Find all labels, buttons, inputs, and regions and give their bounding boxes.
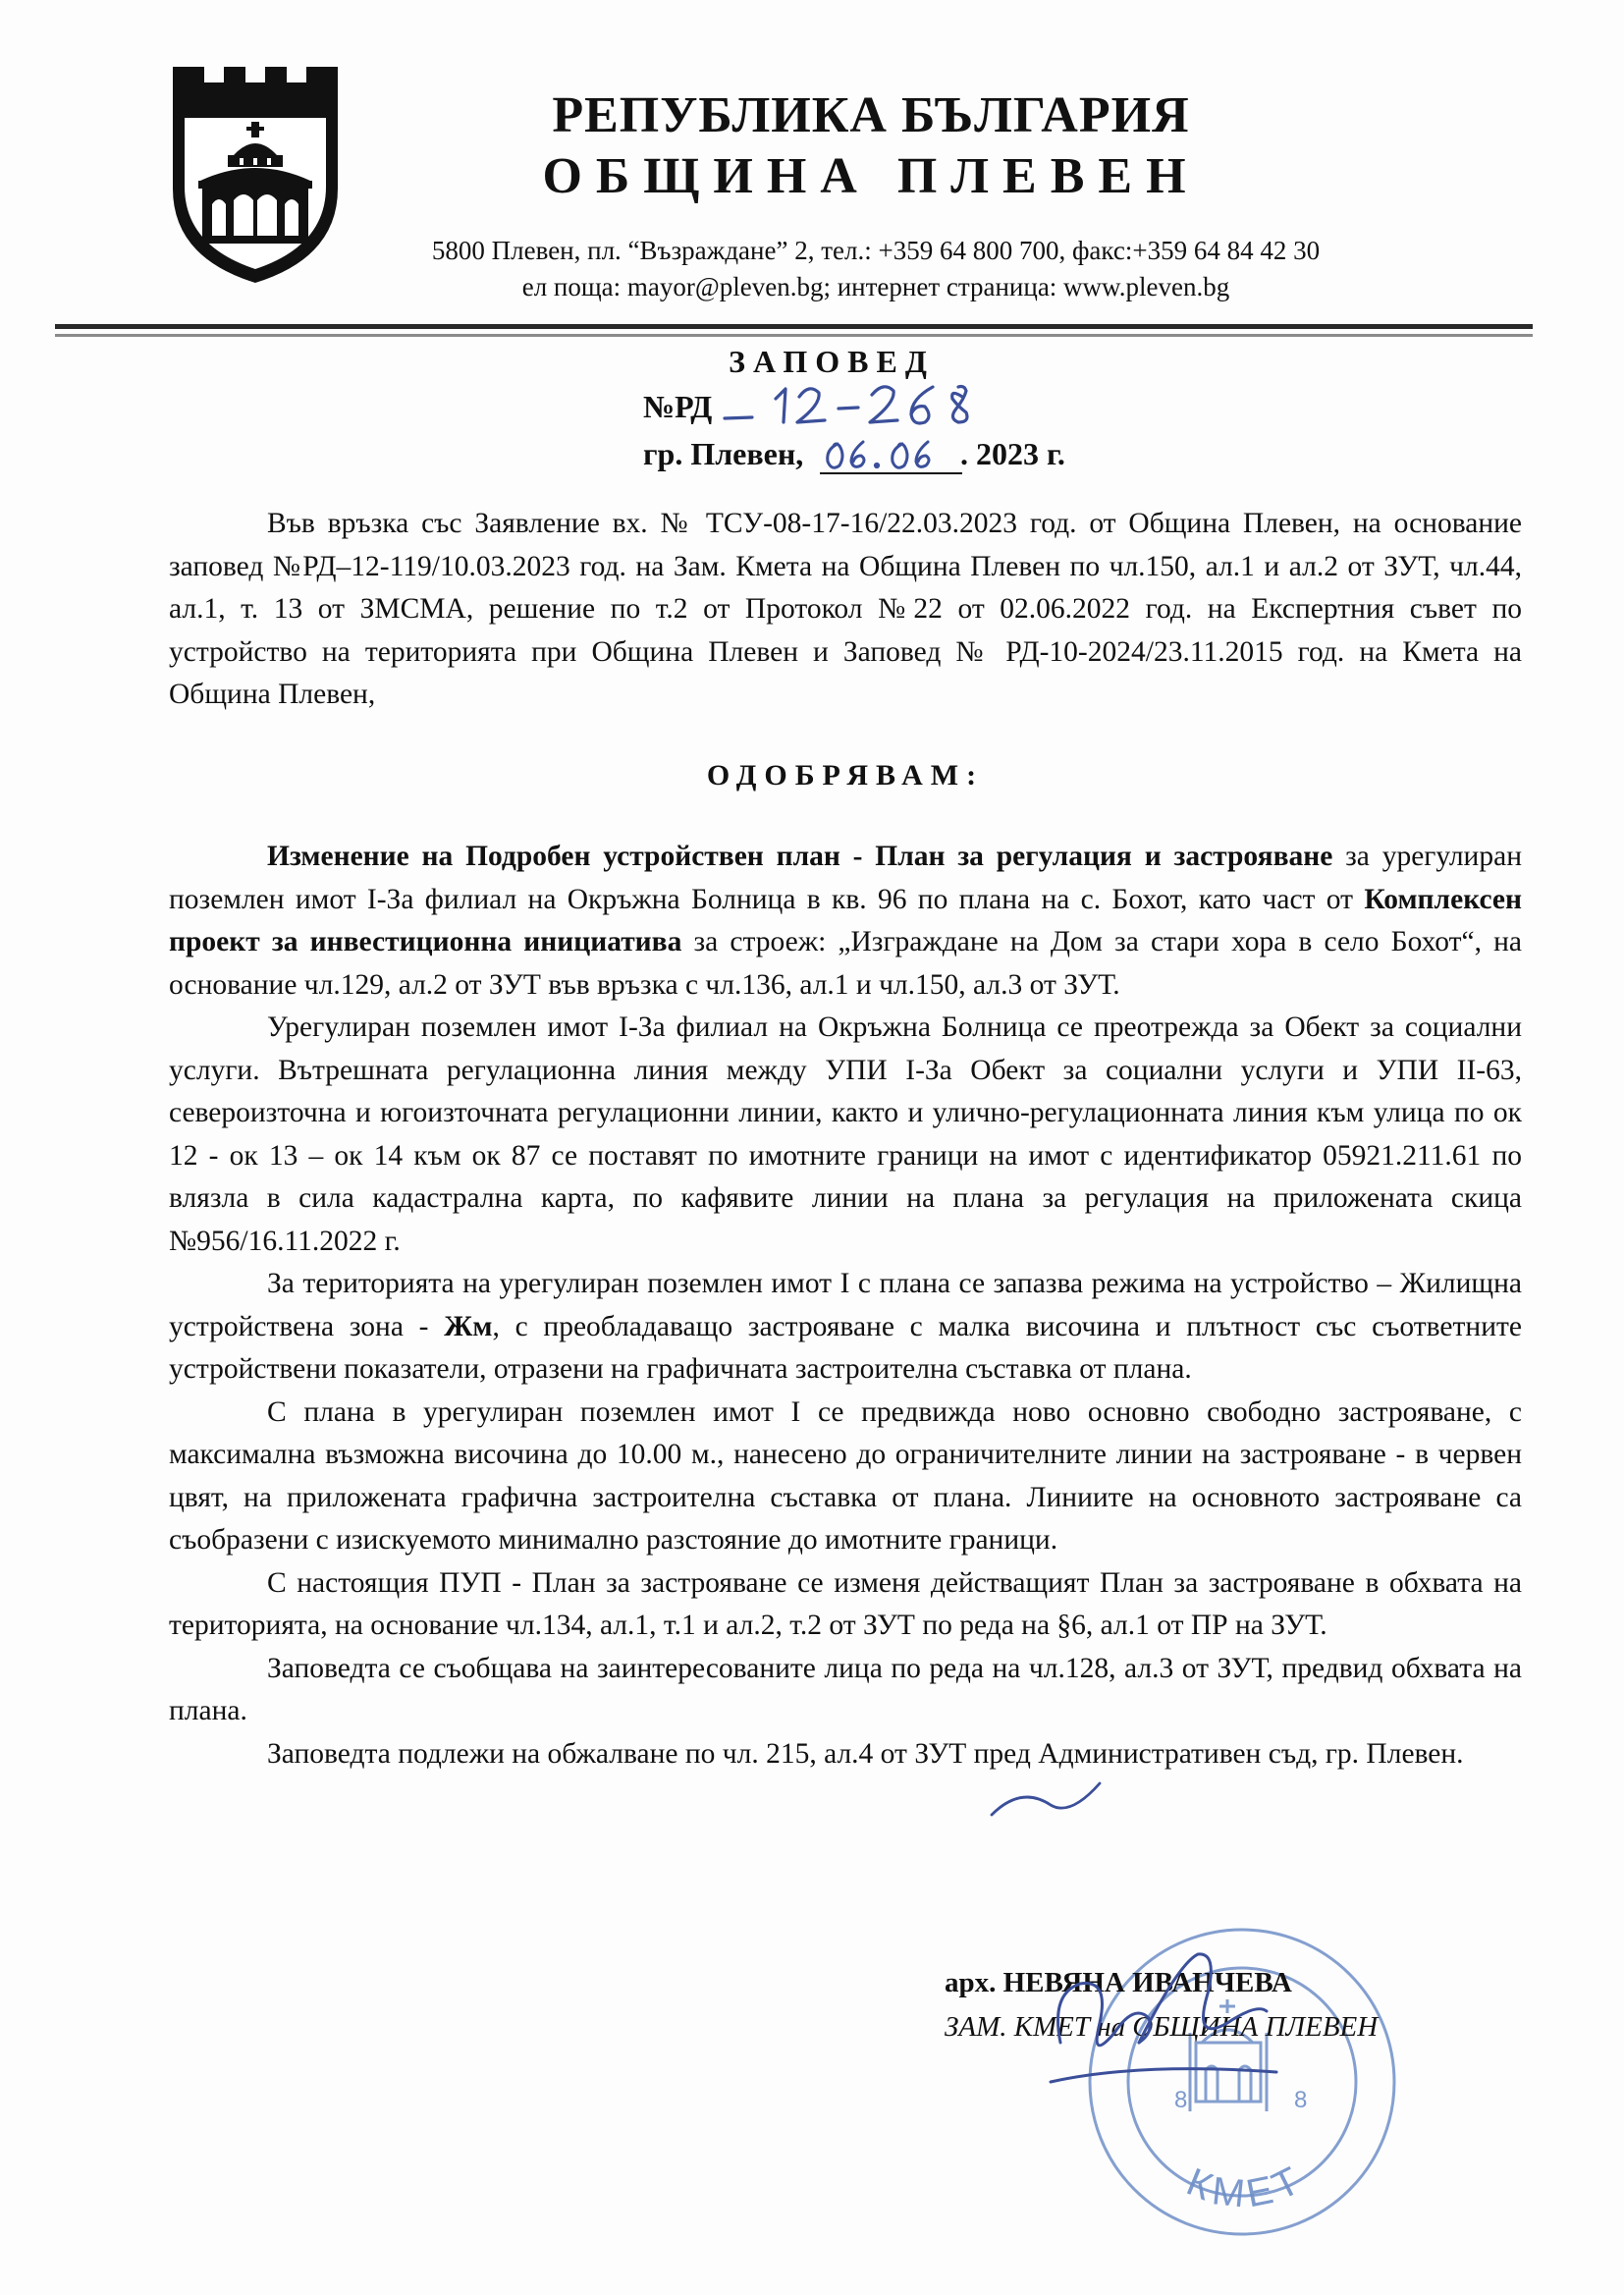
- handwritten-signature: [943, 1925, 1404, 2121]
- paragraph-1-text-a: за урегулиран поземлен имот I-За филиал на Окръжна Болница в кв. 96 по плана на с. Бохот, като част от: [169, 841, 1522, 915]
- order-body: [169, 503, 1522, 1776]
- order-date-label: гр. Плевен,: [643, 436, 804, 471]
- handwritten-order-date: [820, 436, 962, 479]
- handwritten-mark: [982, 1776, 1110, 1825]
- paragraph-1-text-b: за строеж: „Изграждане на Дом за стари хора в село Бохот“, на основание чл.129, ал.2 от ЗУТ във връзка с чл.136, ал.1 и чл.150, ал.3 от ЗУТ.: [169, 926, 1522, 1001]
- signatory-name: арх. НЕВЯНА ИВАНЧЕВА: [945, 1967, 1292, 1998]
- stamp-label: КМЕТ: [1180, 2157, 1312, 2217]
- handwritten-order-number: [715, 377, 1029, 438]
- paragraph-6: Заповедта се съобщава на заинтересованите лица по реда на чл.128, ал.3 от ЗУТ, предвид обхвата на плана.: [169, 1652, 1522, 1726]
- header-contact-email: ел поща: mayor@pleven.bg; интернет страница: www.pleven.bg: [521, 272, 1230, 301]
- header-divider-thin: [55, 334, 1533, 337]
- paragraph-3: [169, 1263, 1522, 1392]
- stamp-digit-left: 8: [1174, 2087, 1188, 2113]
- order-date-year: . 2023 г.: [960, 436, 1065, 471]
- svg-text:КМЕТ: [1180, 2157, 1312, 2216]
- paragraph-1-bold-subject: Изменение на Подробен устройствен план - План за регулация и застрояване: [267, 841, 1333, 872]
- paragraph-1-bold-project: Комплексен проект за инвестиционна инициатива: [169, 883, 1522, 957]
- stamp-digit-right: 8: [1294, 2087, 1308, 2113]
- paragraph-3-zone-code: Жм: [444, 1310, 493, 1342]
- paragraph-3-text-b: , с преобладаващо застрояване с малка височина и плътност със съответните устройствени показатели, отразени на графичната застроителна съставка от плана.: [169, 1310, 1522, 1385]
- header-country: РЕПУБЛИКА БЪЛГАРИЯ: [552, 87, 1190, 143]
- approve-heading: ОДОБРЯВАМ:: [706, 758, 985, 792]
- paragraph-3-text-a: За територията на урегулиран поземлен имот I с плана се запазва режима на устройство – Жилищна устройствена зона -: [169, 1268, 1522, 1342]
- signatory-role: ЗАМ. КМЕТ на ОБЩИНА ПЛЕВЕН: [945, 2011, 1379, 2043]
- order-title: ЗАПОВЕД: [729, 344, 935, 379]
- header-divider: [55, 324, 1533, 329]
- intro-paragraph: Във връзка със Заявление вх. № ТСУ-08-17-16/22.03.2023 год. от Община Плевен, на основание заповед №РД–12-119/10.03.2023 год. на Зам. Кмета на Община Плевен по чл.150, ал.1 и ал.2 от ЗУТ, чл.44, ал.1, т. 13 от ЗМСМА, решение по т.2 от Протокол №22 от 02.06.2022 год. на Експертния съвет по устройство на територията при Община Плевен и Заповед № РД-10-2024/23.11.2015 год. на Кмета на Община Плевен,: [169, 508, 1522, 710]
- paragraph-7: Заповедта подлежи на обжалване по чл. 215, ал.4 от ЗУТ пред Административен съд, гр. Плевен.: [267, 1737, 1464, 1770]
- header-municipality: ОБЩИНА ПЛЕВЕН: [542, 148, 1200, 204]
- paragraph-1: [169, 836, 1522, 1007]
- order-number-label: №РД: [643, 389, 713, 424]
- paragraph-4: С плана в урегулиран поземлен имот I се предвижда ново основно свободно застрояване, с максимална възможна височина до 10.00 м., нанесено до ограничителните линии на застрояване - в червен цвят, на приложената графична застроителна съставка от плана. Линиите на основното застрояване са съобразени с изискуемото минимално разстояние до имотните граници.: [169, 1395, 1522, 1556]
- paragraph-2: Урегулиран поземлен имот I-За филиал на Окръжна Болница се преотрежда за Обект за социални услуги. Вътрешната регулационна линия между УПИ I-За Обект за социални услуги и УПИ II-63, североизточна и югоизточната регулационни линии, както и улично-регулационната линия към улица по ок 12 - ок 13 – ок 14 към ок 87 се поставят по имотните граници на имот с идентификатор 05921.211.61 по влязла в сила кадастрална карта, по кафявите линии на плана за регулация на приложената скица №956/16.11.2022 г.: [169, 1011, 1522, 1257]
- paragraph-5: С настоящия ПУП - План за застрояване се изменя действащият План за застрояване в обхвата на територията, на основание чл.134, ал.1, т.1 и ал.2, т.2 от ЗУТ по реда на §6, ал.1 от ПР на ЗУТ.: [169, 1566, 1522, 1641]
- header-contact-address: 5800 Плевен, пл. “Възраждане” 2, тел.: +359 64 800 700, факс:+359 64 84 42 30: [431, 236, 1321, 265]
